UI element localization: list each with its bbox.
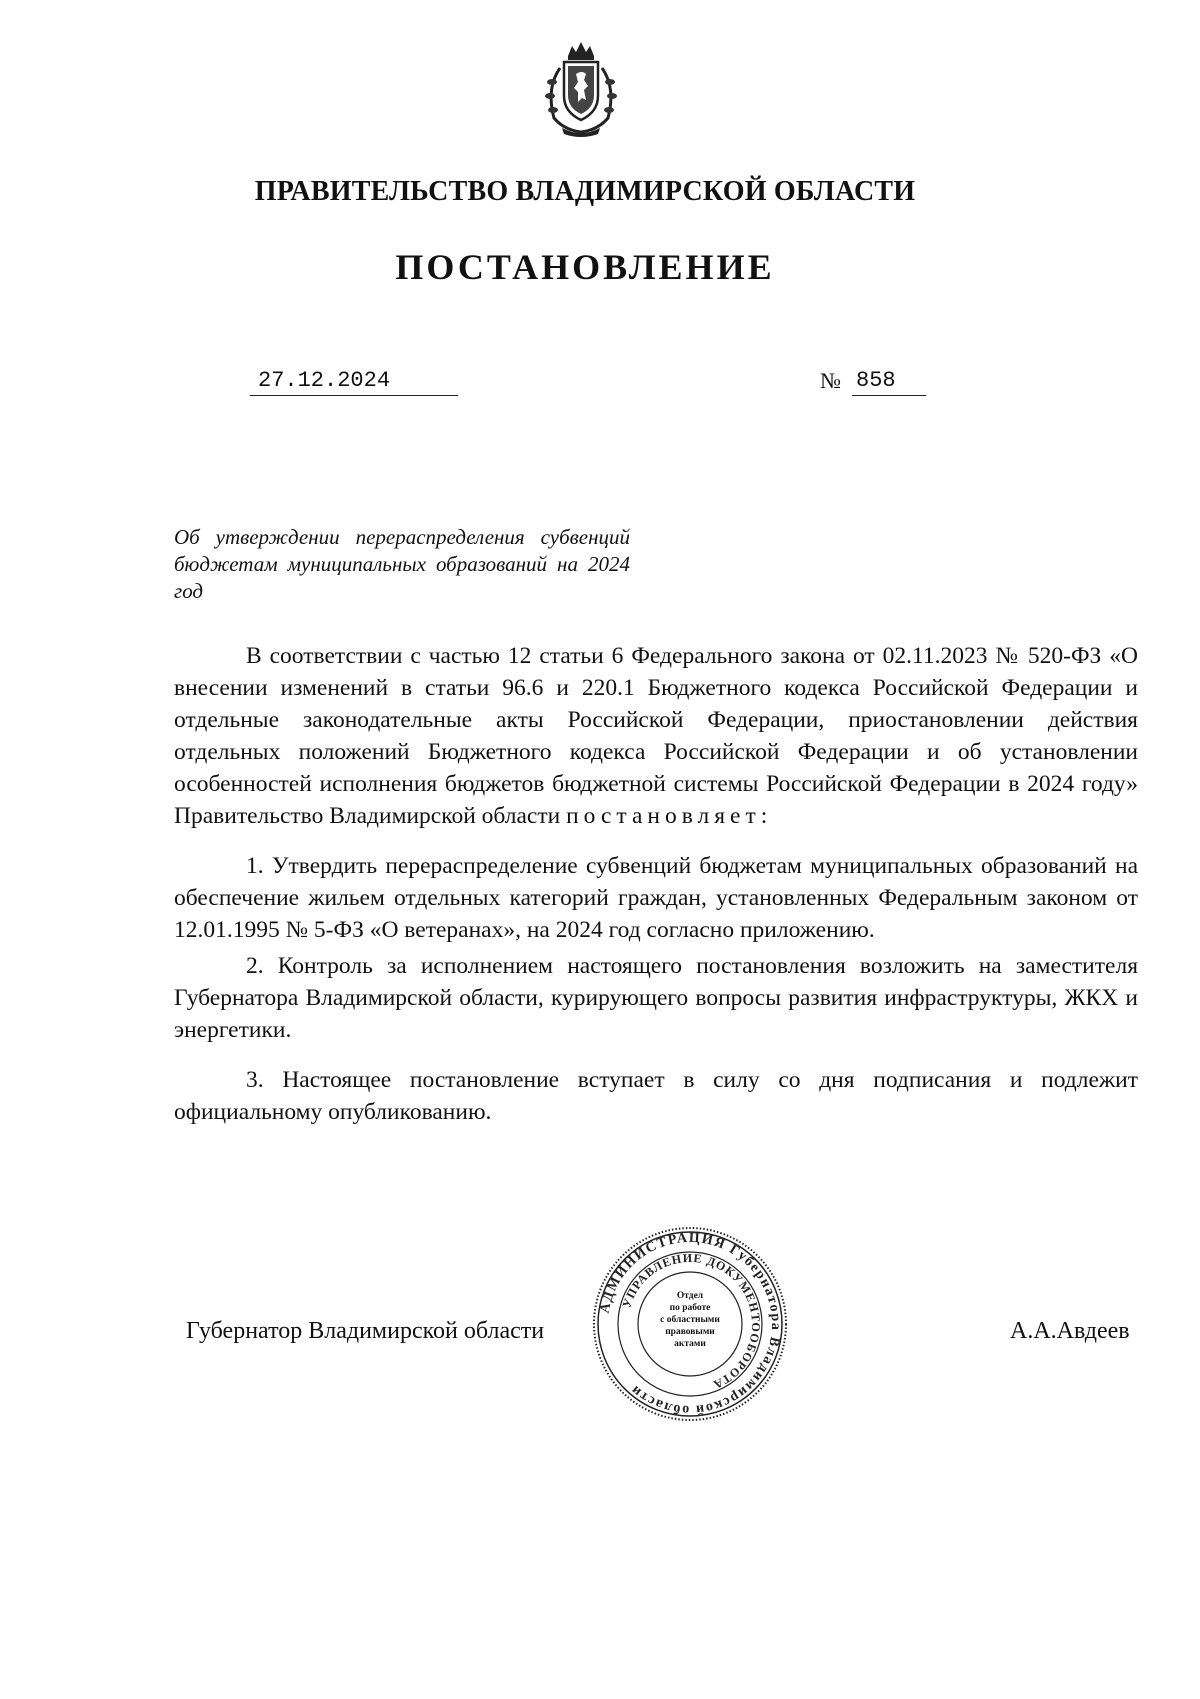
signatory-name: А.А.Авдеев bbox=[1010, 1318, 1130, 1344]
signatory-position: Губернатор Владимирской области bbox=[186, 1318, 545, 1344]
stamp-mid-ring-text: УПРАВЛЕНИЕ ДОКУМЕНТООБОРОТА bbox=[619, 1250, 764, 1393]
stamp-center-line: Отдел bbox=[676, 1291, 704, 1301]
stamp-center-line: с областными bbox=[660, 1315, 720, 1325]
preamble-paragraph bbox=[174, 640, 1138, 832]
stamp-center bbox=[656, 1290, 724, 1350]
document-date: 27.12.2024 bbox=[250, 368, 458, 396]
stamp-center-line: актами bbox=[674, 1339, 706, 1349]
document-number-label: № bbox=[820, 368, 841, 393]
document-number: 858 bbox=[852, 368, 926, 396]
document-type-title: ПОСТАНОВЛЕНИЕ bbox=[395, 247, 775, 287]
preamble-text: В соответствии с частью 12 статьи 6 Федерального закона от 02.11.2023 № 520-ФЗ «О внесении изменений в статьи 96.6 и 220.1 Бюджетного кодекса Российской Федерации и отдельные законодательные акты Российской Федерации, приостановлении действия отдельных положений Бюджетного кодекса Российской Федерации и об установлении особенностей исполнения бюджетов бюджетной системы Российской Федерации в 2024 году» Правительство Владимирской области bbox=[174, 643, 1138, 829]
document-subject: Об утверждении перераспределения субвенций бюджетам муниципальных образований на 2024 год bbox=[174, 525, 630, 603]
coat-of-arms-icon bbox=[538, 40, 624, 140]
item-2-paragraph: 2. Контроль за исполнением настоящего постановления возложить на заместителя Губернатора Владимирской области, курирующего вопросы развития инфраструктуры, ЖКХ и энергетики. bbox=[174, 953, 1138, 1043]
document-body bbox=[174, 640, 1138, 1128]
government-title: ПРАВИТЕЛЬСТВО ВЛАДИМИРСКОЙ ОБЛАСТИ bbox=[254, 176, 916, 207]
item-3-paragraph: 3. Настоящее постановление вступает в силу со дня подписания и подлежит официальному опубликованию. bbox=[174, 1067, 1138, 1125]
stamp-center-line: правовыми bbox=[665, 1327, 715, 1337]
item-1-paragraph: 1. Утвердить перераспределение субвенций бюджетам муниципальных образований на обеспечение жильем отдельных категорий граждан, установленных Федеральным законом от 12.01.1995 № 5-ФЗ «О ветеранах», на 2024 год согласно приложению. bbox=[174, 853, 1138, 943]
stamp-ring-text: АДМИНИСТРАЦИЯ Губернатора Владимирской области bbox=[597, 1230, 784, 1418]
preamble-end: : bbox=[760, 803, 768, 829]
stamp-center-line: по работе bbox=[669, 1303, 711, 1313]
preamble-verb: постановляет bbox=[566, 803, 761, 829]
